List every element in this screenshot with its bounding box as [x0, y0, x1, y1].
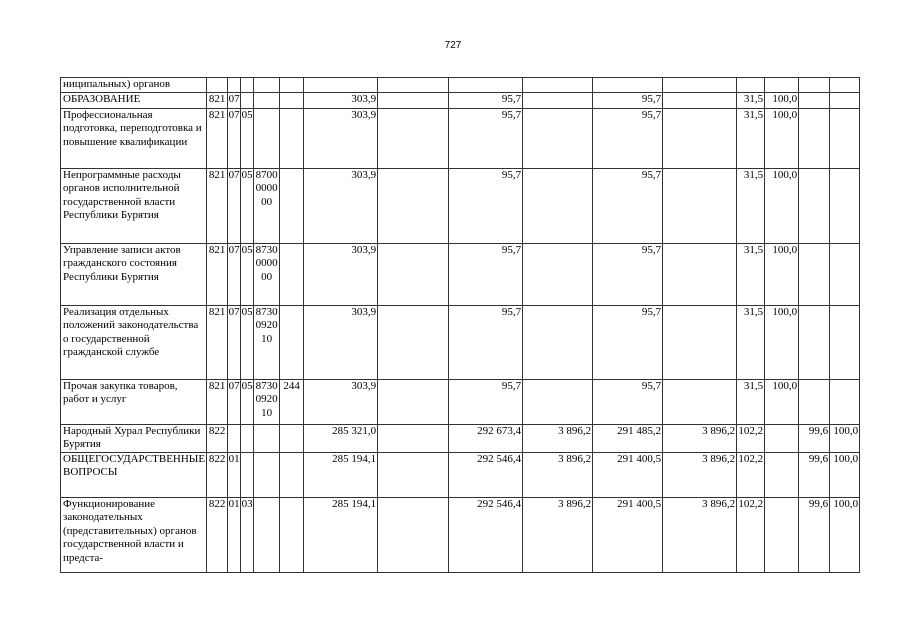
percent-cell-3 — [799, 305, 830, 379]
expense-type-code-cell — [280, 108, 304, 168]
amount-cell-2 — [378, 452, 449, 497]
amount-cell-5: 95,7 — [593, 379, 663, 424]
ved-code-cell: 821 — [207, 168, 228, 243]
subsection-code-cell: 05 — [241, 108, 254, 168]
row-name-cell: Реализация отдельных положений законодательства о государственной гражданской службе — [61, 305, 207, 379]
target-article-code-cell: 8700000000 — [254, 168, 280, 243]
section-code-cell: 07 — [228, 108, 241, 168]
target-article-code-cell — [254, 78, 280, 93]
target-article-code-cell: 8730000000 — [254, 243, 280, 305]
section-code-cell: 07 — [228, 379, 241, 424]
percent-cell-2: 100,0 — [765, 92, 799, 108]
amount-cell-3: 95,7 — [449, 379, 523, 424]
expense-type-code-cell — [280, 497, 304, 572]
amount-cell-1: 285 194,1 — [304, 452, 378, 497]
row-name-cell: Профессиональная подготовка, переподготовка и повышение квалификации — [61, 108, 207, 168]
target-article-code-cell — [254, 92, 280, 108]
amount-cell-5: 95,7 — [593, 243, 663, 305]
subsection-code-cell — [241, 424, 254, 452]
percent-cell-1: 102,2 — [737, 497, 765, 572]
amount-cell-6 — [663, 379, 737, 424]
amount-cell-2 — [378, 108, 449, 168]
percent-cell-4 — [830, 78, 860, 93]
percent-cell-3 — [799, 243, 830, 305]
amount-cell-5: 95,7 — [593, 108, 663, 168]
amount-cell-6 — [663, 305, 737, 379]
amount-cell-4: 3 896,2 — [523, 424, 593, 452]
amount-cell-6: 3 896,2 — [663, 497, 737, 572]
amount-cell-2 — [378, 379, 449, 424]
amount-cell-1: 285 194,1 — [304, 497, 378, 572]
percent-cell-1: 31,5 — [737, 243, 765, 305]
amount-cell-4: 3 896,2 — [523, 452, 593, 497]
table-row — [61, 424, 860, 452]
ved-code-cell: 822 — [207, 497, 228, 572]
percent-cell-3: 99,6 — [799, 497, 830, 572]
percent-cell-1: 102,2 — [737, 424, 765, 452]
amount-cell-6 — [663, 243, 737, 305]
amount-cell-2 — [378, 168, 449, 243]
target-article-code-cell — [254, 452, 280, 497]
target-article-code-cell — [254, 497, 280, 572]
subsection-code-cell — [241, 452, 254, 497]
amount-cell-1: 303,9 — [304, 108, 378, 168]
percent-cell-4 — [830, 243, 860, 305]
amount-cell-4 — [523, 78, 593, 93]
amount-cell-3: 95,7 — [449, 305, 523, 379]
amount-cell-6 — [663, 92, 737, 108]
ved-code-cell: 821 — [207, 108, 228, 168]
expense-type-code-cell — [280, 452, 304, 497]
ved-code-cell: 822 — [207, 424, 228, 452]
amount-cell-3: 292 546,4 — [449, 497, 523, 572]
amount-cell-4: 3 896,2 — [523, 497, 593, 572]
percent-cell-3 — [799, 108, 830, 168]
percent-cell-4 — [830, 108, 860, 168]
subsection-code-cell: 03 — [241, 497, 254, 572]
percent-cell-4: 100,0 — [830, 424, 860, 452]
subsection-code-cell: 05 — [241, 379, 254, 424]
percent-cell-1: 31,5 — [737, 168, 765, 243]
percent-cell-1: 31,5 — [737, 108, 765, 168]
amount-cell-5: 291 485,2 — [593, 424, 663, 452]
section-code-cell: 07 — [228, 305, 241, 379]
subsection-code-cell — [241, 92, 254, 108]
amount-cell-5 — [593, 78, 663, 93]
section-code-cell — [228, 78, 241, 93]
section-code-cell: 01 — [228, 497, 241, 572]
subsection-code-cell: 05 — [241, 243, 254, 305]
amount-cell-4 — [523, 92, 593, 108]
percent-cell-3 — [799, 379, 830, 424]
expense-type-code-cell — [280, 168, 304, 243]
percent-cell-4 — [830, 92, 860, 108]
table-row — [61, 497, 860, 572]
row-name-cell: Прочая закупка товаров, работ и услуг — [61, 379, 207, 424]
amount-cell-3: 292 546,4 — [449, 452, 523, 497]
amount-cell-6: 3 896,2 — [663, 452, 737, 497]
section-code-cell — [228, 424, 241, 452]
table-row — [61, 78, 860, 93]
amount-cell-3: 95,7 — [449, 168, 523, 243]
amount-cell-6 — [663, 108, 737, 168]
amount-cell-6 — [663, 168, 737, 243]
subsection-code-cell — [241, 78, 254, 93]
ved-code-cell: 821 — [207, 92, 228, 108]
percent-cell-2: 100,0 — [765, 108, 799, 168]
percent-cell-3 — [799, 78, 830, 93]
amount-cell-1: 285 321,0 — [304, 424, 378, 452]
ved-code-cell: 821 — [207, 243, 228, 305]
percent-cell-2 — [765, 497, 799, 572]
table-row — [61, 168, 860, 243]
amount-cell-3: 292 673,4 — [449, 424, 523, 452]
percent-cell-2: 100,0 — [765, 379, 799, 424]
row-name-cell: Народный Хурал Республики Бурятия — [61, 424, 207, 452]
amount-cell-4 — [523, 108, 593, 168]
expense-type-code-cell: 244 — [280, 379, 304, 424]
percent-cell-2 — [765, 78, 799, 93]
percent-cell-3 — [799, 168, 830, 243]
amount-cell-2 — [378, 424, 449, 452]
ved-code-cell — [207, 78, 228, 93]
amount-cell-3: 95,7 — [449, 243, 523, 305]
percent-cell-2: 100,0 — [765, 168, 799, 243]
ved-code-cell: 821 — [207, 305, 228, 379]
percent-cell-1: 31,5 — [737, 92, 765, 108]
ved-code-cell: 821 — [207, 379, 228, 424]
section-code-cell: 01 — [228, 452, 241, 497]
budget-table — [60, 77, 860, 573]
budget-table-body — [61, 78, 860, 573]
target-article-code-cell — [254, 424, 280, 452]
percent-cell-2 — [765, 452, 799, 497]
expense-type-code-cell — [280, 243, 304, 305]
row-name-cell: ниципальных) органов — [61, 78, 207, 93]
table-row — [61, 108, 860, 168]
amount-cell-4 — [523, 379, 593, 424]
percent-cell-1: 31,5 — [737, 379, 765, 424]
section-code-cell: 07 — [228, 243, 241, 305]
target-article-code-cell — [254, 108, 280, 168]
amount-cell-5: 291 400,5 — [593, 452, 663, 497]
row-name-cell: Непрограммные расходы органов исполнительной государственной власти Республики Бурятия — [61, 168, 207, 243]
percent-cell-2: 100,0 — [765, 243, 799, 305]
percent-cell-4 — [830, 379, 860, 424]
amount-cell-2 — [378, 92, 449, 108]
amount-cell-3 — [449, 78, 523, 93]
amount-cell-1 — [304, 78, 378, 93]
amount-cell-1: 303,9 — [304, 243, 378, 305]
amount-cell-5: 291 400,5 — [593, 497, 663, 572]
amount-cell-5: 95,7 — [593, 92, 663, 108]
amount-cell-2 — [378, 497, 449, 572]
subsection-code-cell: 05 — [241, 168, 254, 243]
table-row — [61, 243, 860, 305]
table-row — [61, 305, 860, 379]
amount-cell-2 — [378, 243, 449, 305]
amount-cell-5: 95,7 — [593, 305, 663, 379]
amount-cell-4 — [523, 168, 593, 243]
percent-cell-2: 100,0 — [765, 305, 799, 379]
percent-cell-1: 31,5 — [737, 305, 765, 379]
table-row — [61, 92, 860, 108]
amount-cell-5: 95,7 — [593, 168, 663, 243]
amount-cell-3: 95,7 — [449, 108, 523, 168]
percent-cell-4 — [830, 168, 860, 243]
amount-cell-1: 303,9 — [304, 92, 378, 108]
amount-cell-6 — [663, 78, 737, 93]
target-article-code-cell: 8730092010 — [254, 305, 280, 379]
amount-cell-2 — [378, 305, 449, 379]
page-number: 727 — [444, 40, 462, 51]
percent-cell-4: 100,0 — [830, 497, 860, 572]
percent-cell-3: 99,6 — [799, 452, 830, 497]
row-name-cell: Функционирование законодательных (представительных) органов государственной власти и предста- — [61, 497, 207, 572]
row-name-cell: ОБРАЗОВАНИЕ — [61, 92, 207, 108]
percent-cell-3: 99,6 — [799, 424, 830, 452]
row-name-cell: ОБЩЕГОСУДАРСТВЕННЫЕ ВОПРОСЫ — [61, 452, 207, 497]
table-row — [61, 379, 860, 424]
amount-cell-1: 303,9 — [304, 305, 378, 379]
amount-cell-6: 3 896,2 — [663, 424, 737, 452]
amount-cell-4 — [523, 305, 593, 379]
section-code-cell: 07 — [228, 168, 241, 243]
ved-code-cell: 822 — [207, 452, 228, 497]
percent-cell-4 — [830, 305, 860, 379]
amount-cell-1: 303,9 — [304, 168, 378, 243]
percent-cell-2 — [765, 424, 799, 452]
subsection-code-cell: 05 — [241, 305, 254, 379]
section-code-cell: 07 — [228, 92, 241, 108]
row-name-cell: Управление записи актов гражданского состояния Республики Бурятия — [61, 243, 207, 305]
percent-cell-1 — [737, 78, 765, 93]
expense-type-code-cell — [280, 424, 304, 452]
percent-cell-3 — [799, 92, 830, 108]
expense-type-code-cell — [280, 305, 304, 379]
percent-cell-1: 102,2 — [737, 452, 765, 497]
table-row — [61, 452, 860, 497]
percent-cell-4: 100,0 — [830, 452, 860, 497]
amount-cell-3: 95,7 — [449, 92, 523, 108]
amount-cell-4 — [523, 243, 593, 305]
amount-cell-1: 303,9 — [304, 379, 378, 424]
amount-cell-2 — [378, 78, 449, 93]
target-article-code-cell: 8730092010 — [254, 379, 280, 424]
expense-type-code-cell — [280, 78, 304, 93]
expense-type-code-cell — [280, 92, 304, 108]
